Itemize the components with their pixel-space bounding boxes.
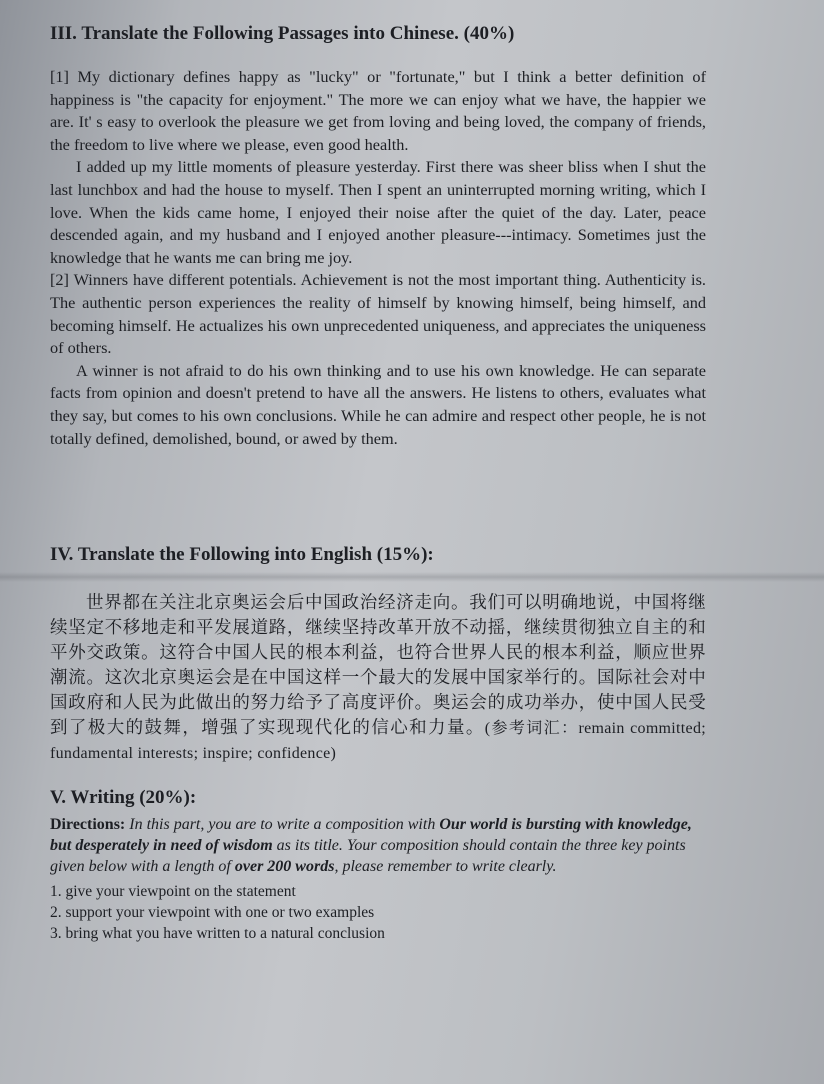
section-5-heading: V. Writing (20%): <box>50 787 197 808</box>
word-count-requirement: over 200 words <box>234 858 335 875</box>
directions-label: Directions: <box>50 816 126 833</box>
passage-1-para-1: [1] My dictionary defines happy as "lucky" or "fortunate," but I think a better definition of happiness is "the capacity for enjoyment." The more we can enjoy what we have, the happier we are. It' s easy to overlook the pleasure we get from loving and being loved, the company of friends, the freedom to live where we please, even good health. <box>50 67 706 154</box>
passage-2-para-2: A winner is not afraid to do his own thinking and to use his own knowledge. He can separate facts from opinion and doesn't pretend to have all the answers. He listens to others, evaluates what they say, but comes to his own conclusions. While he can admire and respect other people, he is not totally defined, demolished, bound, or awed by them. <box>50 360 706 448</box>
directions-text-2: as its title. Your composition should contain the three key points given below with a length of <box>50 837 686 875</box>
key-points-list <box>50 881 706 944</box>
reference-vocabulary: (参考词汇：remain committed; fundamental interests; inspire; confidence) <box>50 720 706 762</box>
key-point: 3. bring what you have written to a natural conclusion <box>50 925 385 942</box>
section-translate-to-english <box>50 543 706 766</box>
composition-title: Our world is bursting with knowledge, but desperately in need of wisdom <box>50 816 692 854</box>
chinese-passage <box>50 591 706 766</box>
key-point: 1. give your viewpoint on the statement <box>50 883 296 900</box>
section-writing <box>50 786 706 944</box>
key-point: 2. support your viewpoint with one or two examples <box>50 904 375 921</box>
section-translate-to-chinese <box>50 22 706 450</box>
directions-text-3: , please remember to write clearly. <box>334 858 557 875</box>
section-3-heading: III. Translate the Following Passages into Chinese. (40%) <box>50 23 515 44</box>
section-4-heading: IV. Translate the Following into English (15%): <box>50 544 434 565</box>
writing-directions <box>50 814 706 877</box>
passage-2-para-1: [2] Winners have different potentials. Achievement is not the most important thing. Authenticity is. The authentic person experiences the reality of himself by knowing himself, being himself, and becoming himself. He actualizes his own unprecedented uniqueness, and appreciates the uniqueness of others. <box>50 270 706 358</box>
chinese-passage-text: 世界都在关注北京奥运会后中国政治经济走向。我们可以明确地说，中国将继续坚定不移地走和平发展道路，继续坚持改革开放不动摇，继续贯彻独立自主的和平外交政策。这符合中国人民的根本利益，也符合世界人民的根本利益，顺应世界潮流。这次北京奥运会是在中国这样一个最大的发展中国家举行的。国际社会对中国政府和人民为此做出的努力给予了高度评价。奥运会的成功举办，使中国人民受到了极大的鼓舞，增强了实现现代化的信心和力量。 <box>50 593 706 738</box>
directions-text-1: In this part, you are to write a composition with <box>125 816 440 833</box>
passage-1-para-2: I added up my little moments of pleasure yesterday. First there was sheer bliss when I shut the last lunchbox and had the house to myself. Then I spent an uninterrupted morning writing, which I love. When the kids came home, I enjoyed their noise after the quiet of the day. Later, peace descended again, and my husband and I enjoyed another pleasure---intimacy. Sometimes just the knowledge that he wants me can bring me joy. <box>50 157 706 267</box>
